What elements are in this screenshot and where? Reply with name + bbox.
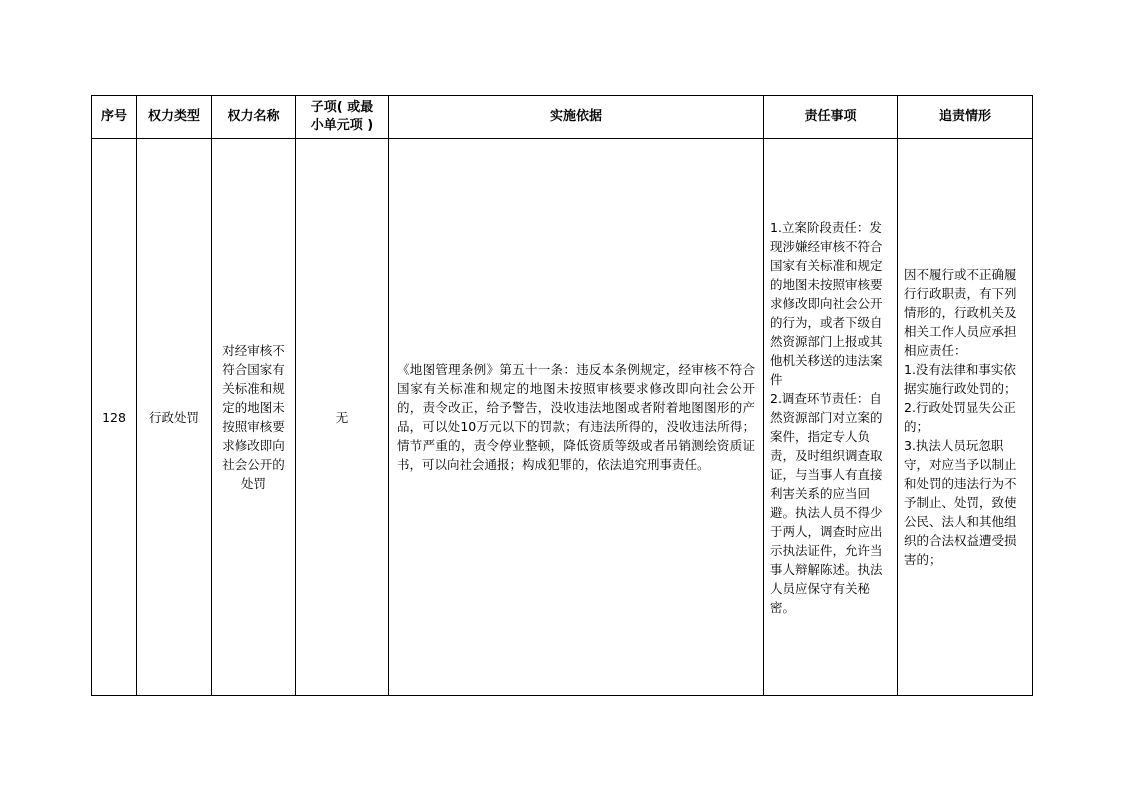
header-seq: 序号 [92,96,137,139]
header-row [92,96,1033,139]
cell-blame [898,139,1033,696]
cell-duty [764,139,898,696]
blame-item: 1.没有法律和事实依据实施行政处罚的； [904,362,1017,396]
blame-item: 因不履行或不正确履行行政职责，有下列情形的，行政机关及相关工作人员应承担相应责任： [904,267,1017,358]
cell-power-type: 行政处罚 [137,139,212,696]
duty-item: 2.调查环节责任：自然资源部门对立案的案件，指定专人负责，及时组织调查取证，与当事人有直接利害关系的应当回避。执法人员不得少于两人，调查时应出示执法证件，允许当事人辩解陈述。执法人员应保守有关秘密。 [770,390,883,615]
header-duty: 责任事项 [764,96,898,139]
header-basis: 实施依据 [389,96,764,139]
cell-power-name: 对经审核不符合国家有关标准和规定的地图未按照审核要求修改即向社会公开的处罚 [212,139,296,696]
duty-item: 1.立案阶段责任：发现涉嫌经审核不符合国家有关标准和规定的地图未按照审核要求修改即向社会公开的行为，或者下级自然资源部门上报或其他机关移送的违法案件 [770,219,883,387]
cell-seq: 128 [92,139,137,696]
cell-basis: 《地图管理条例》第五十一条：违反本条例规定，经审核不符合国家有关标准和规定的地图未按照审核要求修改即向社会公开的，责令改正，给予警告，没收违法地图或者附着地图图形的产品，可以处10万元以下的罚款；有违法所得的，没收违法所得；情节严重的，责令停业整顿，降低资质等级或者吊销测绘资质证书，可以向社会通报；构成犯罪的，依法追究刑事责任。 [389,139,764,696]
header-blame: 追责情形 [898,96,1033,139]
header-power-name: 权力名称 [212,96,296,139]
header-power-type: 权力类型 [137,96,212,139]
cell-subitem: 无 [296,139,389,696]
table-row [92,139,1033,696]
blame-item: 2.行政处罚显失公正的； [904,400,1016,434]
blame-item: 3.执法人员玩忽职守，对应当予以制止和处罚的违法行为不予制止、处罚，致使公民、法人和其他组织的合法权益遭受损害的； [904,438,1017,567]
power-list-table [91,95,1033,696]
header-subitem: 子项( 或最小单元项 ) [296,96,389,139]
